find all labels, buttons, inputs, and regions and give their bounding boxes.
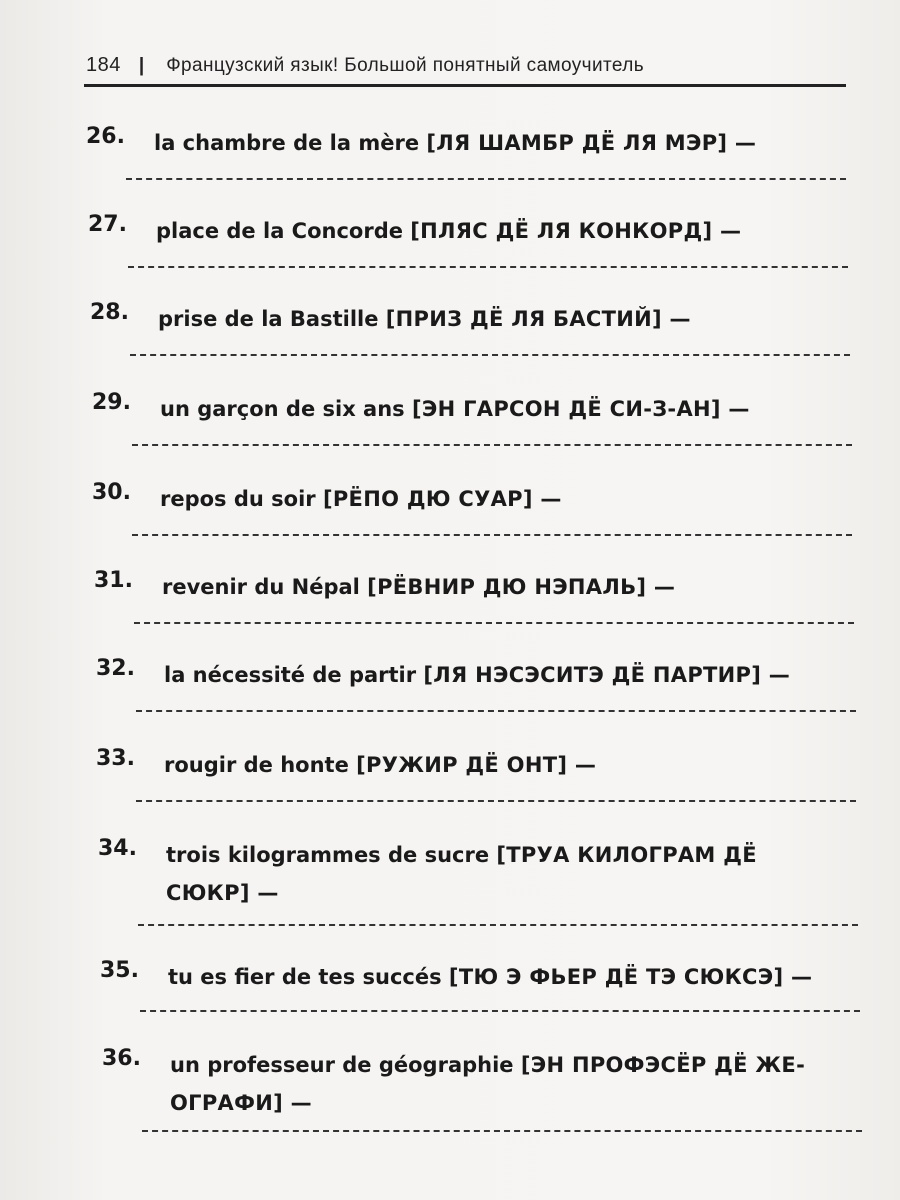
item-text	[170, 1046, 830, 1122]
book-title: Французский язык! Большой понятный самоучитель	[166, 55, 644, 76]
french-phrase: la chambre de la mère	[154, 131, 420, 155]
item-number: 31.	[94, 568, 133, 593]
transcription: [ТЮ Э ФЬЕР ДЁ ТЭ СЮКСЭ] —	[448, 965, 813, 989]
answer-line	[134, 622, 854, 624]
item-text	[164, 656, 854, 694]
item-text	[156, 212, 846, 250]
answer-line	[130, 354, 850, 356]
item-text	[162, 568, 852, 606]
transcription: [РУЖИР ДЁ ОНТ] —	[356, 753, 597, 777]
item-text	[166, 836, 826, 912]
item-text	[168, 958, 858, 996]
answer-line	[136, 710, 856, 712]
answer-line	[126, 178, 846, 180]
item-text	[158, 300, 848, 338]
item-number: 34.	[98, 836, 137, 861]
french-phrase: place de la Concorde	[156, 219, 403, 243]
item-text	[154, 124, 844, 162]
item-text	[164, 746, 854, 784]
running-header	[86, 54, 846, 77]
answer-line	[132, 444, 852, 446]
answer-line	[128, 266, 848, 268]
french-phrase: la nécessité de partir	[164, 663, 417, 687]
item-number: 30.	[92, 480, 131, 505]
french-phrase: repos du soir	[160, 487, 316, 511]
french-phrase: rougir de honte	[164, 753, 349, 777]
answer-line	[142, 1130, 862, 1132]
transcription: [ЭН ГАРСОН ДЁ СИ-З-АН] —	[411, 397, 750, 421]
transcription: [РЁПО ДЮ СУАР] —	[322, 487, 562, 511]
answer-line	[136, 800, 856, 802]
page-number: 184	[86, 54, 121, 76]
transcription: [ПРИЗ ДЁ ЛЯ БАСТИЙ] —	[385, 307, 691, 331]
transcription: [ЛЯ ШАМБР ДЁ ЛЯ МЭР] —	[426, 131, 757, 155]
transcription: [ТРУА КИЛОГРАМ ДЁ СЮКР] —	[166, 843, 757, 905]
french-phrase: prise de la Bastille	[158, 307, 379, 331]
item-number: 36.	[102, 1046, 141, 1071]
french-phrase: un garçon de six ans	[160, 397, 405, 421]
transcription: [РЁВНИР ДЮ НЭПАЛЬ] —	[367, 575, 676, 599]
item-number: 26.	[86, 124, 125, 149]
french-phrase: revenir du Népal	[162, 575, 360, 599]
item-number: 32.	[96, 656, 135, 681]
item-number: 27.	[88, 212, 127, 237]
item-number: 35.	[100, 958, 139, 983]
item-number: 29.	[92, 390, 131, 415]
header-rule	[84, 84, 846, 87]
transcription: [ЛЯ НЭСЭСИТЭ ДЁ ПАРТИР] —	[423, 663, 791, 687]
transcription: [ПЛЯС ДЁ ЛЯ КОНКОРД] —	[410, 219, 742, 243]
item-number: 28.	[90, 300, 129, 325]
answer-line	[140, 1010, 860, 1012]
french-phrase: un professeur de géographie	[170, 1053, 514, 1077]
french-phrase: trois kilogrammes de sucre	[166, 843, 490, 867]
transcription: [ЭН ПРОФЭСЁР ДЁ ЖЕ-ОГРАФИ] —	[170, 1053, 806, 1115]
answer-line	[138, 924, 858, 926]
answer-line	[132, 534, 852, 536]
item-text	[160, 480, 850, 518]
item-number: 33.	[96, 746, 135, 771]
french-phrase: tu es fier de tes succés	[168, 965, 442, 989]
header-separator: |	[138, 55, 145, 76]
item-text	[160, 390, 850, 428]
